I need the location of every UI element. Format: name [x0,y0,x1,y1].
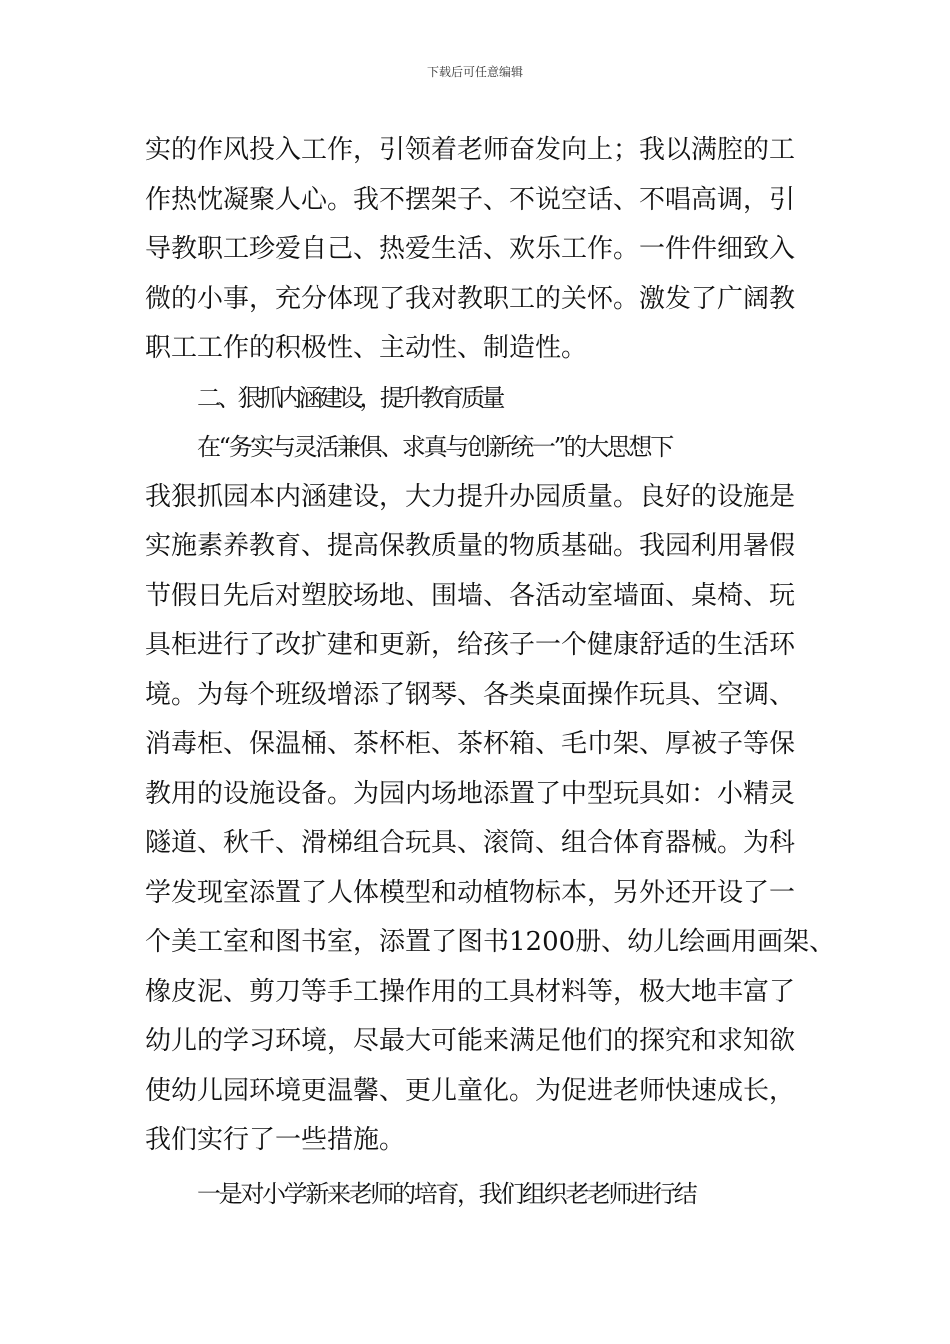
body-line: 我们实行了一些措施。 [145,1125,406,1155]
body-line: 在“务实与灵活兼俱、求真与创新统一”的大思想下 [197,433,672,461]
body-line: 具柜进行了改扩建和更新，给孩子一个健康舒适的生活环 [145,630,796,660]
body-line: 实施素养教育、提高保教质量的物质基础。我园利用暑假 [145,531,796,561]
body-line: 教用的设施设备。为园内场地添置了中型玩具如：小精灵 [145,779,796,809]
body-line: 职工工作的积极性、主动性、制造性。 [145,333,588,363]
body-line: 我狠抓园本内涵建设，大力提升办园质量。良好的设施是 [145,482,796,512]
body-line: 个美工室和图书室，添置了图书1200册、幼儿绘画用画架、 [145,927,836,957]
body-line: 导教职工珍爱自己、热爱生活、欢乐工作。一件件细致入 [145,234,796,264]
body-line: 橡皮泥、剪刀等手工操作用的工具材料等，极大地丰富了 [145,977,796,1007]
body-line: 幼儿的学习环境，尽最大可能来满足他们的探究和求知欲 [145,1026,796,1056]
body-line: 实的作风投入工作，引领着老师奋发向上；我以满腔的工 [145,135,796,165]
body-line: 节假日先后对塑胶场地、围墙、各活动室墙面、桌椅、玩 [145,581,796,611]
page-header: 下载后可任意编辑 [426,65,523,79]
body-line: 微的小事，充分体现了我对教职工的关怀。激发了广阔教 [145,284,796,314]
body-line: 一是对小学新来老师的培育，我们组织老老师进行结 [197,1180,696,1208]
body-line: 使幼儿园环境更温馨、更儿童化。为促进老师快速成长， [145,1076,796,1106]
body-line: 作热忱凝聚人心。我不摆架子、不说空话、不唱高调，引 [145,185,796,215]
body-line: 境。为每个班级增添了钢琴、各类桌面操作玩具、空调、 [145,680,796,710]
section-heading: 二、狠抓内涵建设，提升教育质量 [197,384,502,412]
body-line: 学发现室添置了人体模型和动植物标本，另外还开设了一 [145,878,796,908]
body-line: 隧道、秋千、滑梯组合玩具、滚筒、组合体育器械。为科 [145,828,796,858]
body-line: 消毒柜、保温桶、茶杯柜、茶杯箱、毛巾架、厚被子等保 [145,729,796,759]
